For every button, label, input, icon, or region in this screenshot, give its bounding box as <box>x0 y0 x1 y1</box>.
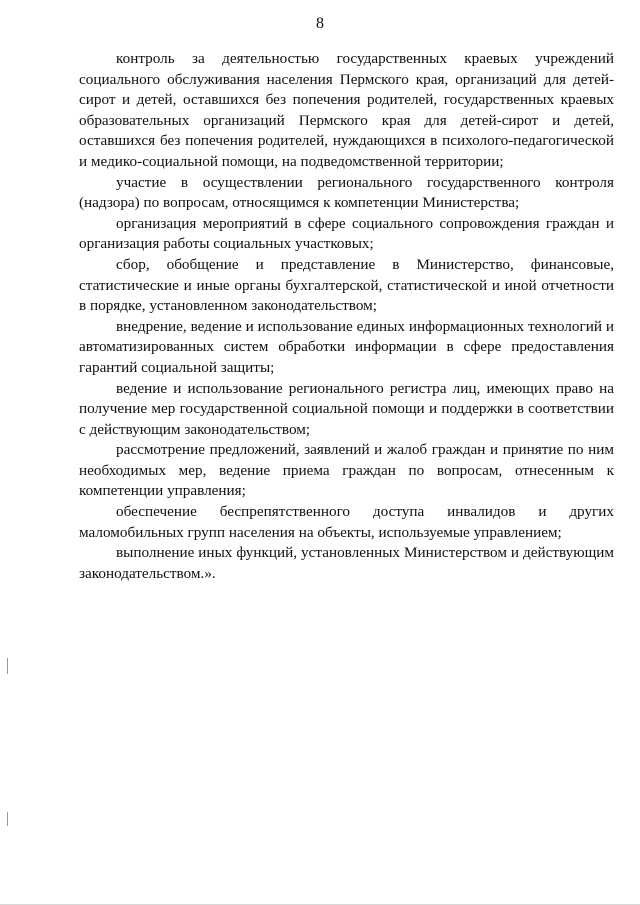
paragraph-accessibility: обеспечение беспрепятственного доступа инвалидов и других маломобильных групп населения на объекты, используемые управлением; <box>79 503 614 541</box>
scan-margin-mark-lower <box>7 812 8 826</box>
paragraph-register: ведение и использование регионального регистра лиц, имеющих право на получение мер государственной социальной помощи и поддержки в соответствии с действующим законодательством; <box>79 379 614 438</box>
page-number: 8 <box>316 15 324 32</box>
paragraph-appeals: рассмотрение предложений, заявлений и жалоб граждан и принятие по ним необходимых мер, ведение приема граждан по вопросам, отнесенным к компетенции управления; <box>79 441 614 500</box>
paragraph-control: контроль за деятельностью государственных краевых учреждений социального обслуживания населения Пермского края, организаций для детей-сирот и детей, оставшихся без попечения родителей, государственных краевых образовательных организаций Пермского края для детей-сирот и детей, оставшихся без попечения родителей, нуждающихся в психолого-педагогической и медико-социальной помощи, на подведомственной территории; <box>79 50 614 170</box>
paragraph-reporting: сбор, обобщение и представление в Министерство, финансовые, статистические и иные органы бухгалтерской, статистической и иной отчетности в порядке, установленном законодательством; <box>79 255 614 315</box>
document-body <box>79 49 614 584</box>
paragraph-participation: участие в осуществлении регионального государственного контроля (надзора) по вопросам, относящимся к компетенции Министерства; <box>79 173 614 212</box>
paragraph-social-support: организация мероприятий в сфере социального сопровождения граждан и организация работы социальных участковых; <box>79 214 614 253</box>
paragraph-information-technology: внедрение, ведение и использование единых информационных технологий и автоматизированных систем обработки информации в сфере предоставления гарантий социальной защиты; <box>79 317 614 376</box>
scan-margin-mark-upper <box>7 658 8 674</box>
paragraph-other-functions: выполнение иных функций, установленных Министерством и действующим законодательством.». <box>79 544 614 582</box>
